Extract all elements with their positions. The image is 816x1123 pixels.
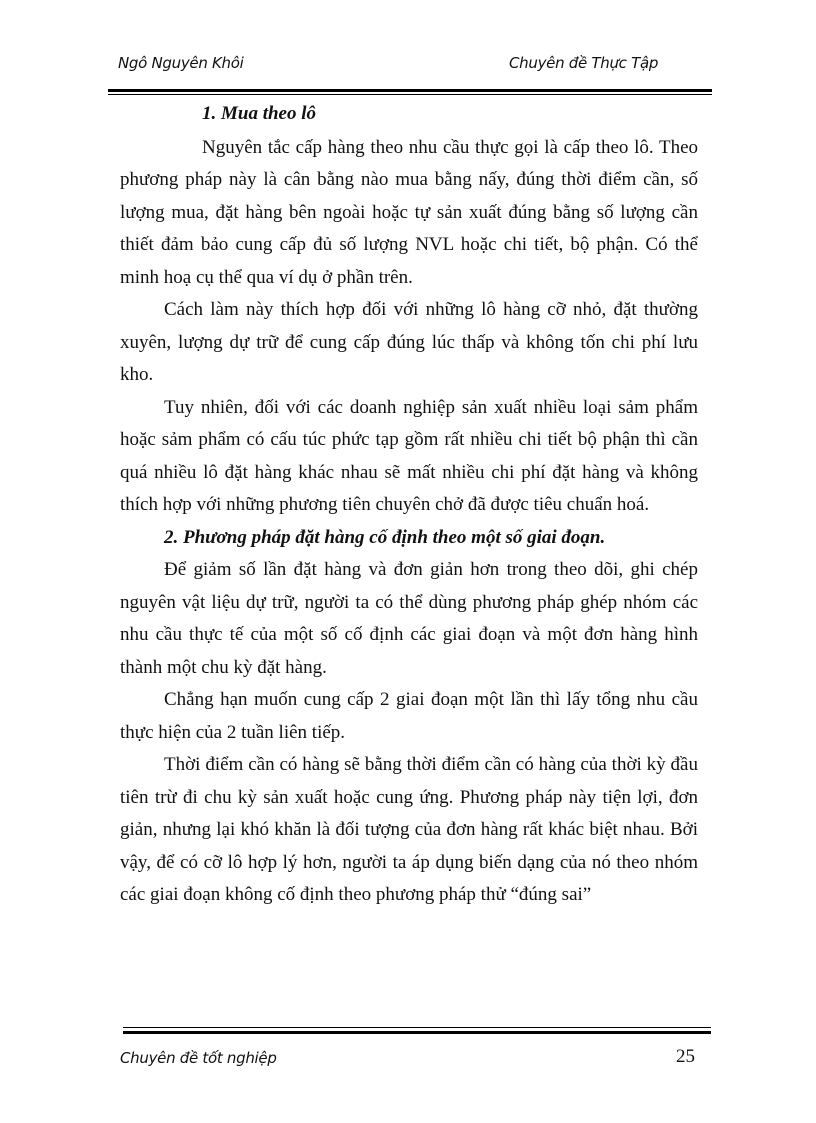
section-2-paragraph-2: Chẳng hạn muốn cung cấp 2 giai đoạn một lần thì lấy tổng nhu cầu thực hiện của 2 tuần liên tiếp. bbox=[120, 689, 698, 743]
header-author: Ngô Nguyên Khôi bbox=[118, 54, 244, 72]
section-2-paragraph-3: Thời điểm cần có hàng sẽ bằng thời điểm cần có hàng của thời kỳ đầu tiên trừ đi chu kỳ sản xuất hoặc cung ứng. Phương pháp này tiện lợi, đơn giản, nhưng lại khó khăn là đối tượng của đơn hàng rất khác biệt nhau. Bởi vậy, để có cỡ lô hợp lý hơn, người ta áp dụng biến dạng của nó theo nhóm các giai đoạn không cố định theo phương pháp thử “đúng sai” bbox=[120, 754, 698, 905]
section-2-paragraph-1: Để giảm số lần đặt hàng và đơn giản hơn trong theo dõi, ghi chép nguyên vật liệu dự trữ, người ta có thể dùng phương pháp ghép nhóm các nhu cầu thực tế của một số cố định các giai đoạn và một đơn hàng hình thành một chu kỳ đặt hàng. bbox=[120, 559, 698, 678]
footer-rule-thick bbox=[123, 1031, 711, 1034]
section-1 bbox=[120, 98, 698, 912]
page-number: 25 bbox=[676, 1046, 695, 1067]
header-title: Chuyên đề Thực Tập bbox=[509, 54, 659, 72]
section-1-paragraph-2: Cách làm này thích hợp đối với những lô hàng cỡ nhỏ, đặt thường xuyên, lượng dự trữ để cung cấp đúng lúc thấp và không tốn chi phí lưu kho. bbox=[120, 299, 698, 385]
section-1-paragraph-1: Nguyên tắc cấp hàng theo nhu cầu thực gọi là cấp theo lô. Theo phương pháp này là cân bằng nào mua bằng nấy, đúng thời điểm cần, số lượng mua, đặt hàng bên ngoài hoặc tự sản xuất đúng bằng số lượng cần thiết đảm bảo cung cấp đủ số lượng NVL hoặc chi tiết, bộ phận. Có thể minh hoạ cụ thể qua ví dụ ở phần trên. bbox=[120, 136, 698, 288]
footer-rule-thin bbox=[123, 1027, 711, 1028]
footer-label: Chuyên đề tốt nghiệp bbox=[120, 1049, 277, 1067]
section-1-paragraph-3: Tuy nhiên, đối với các doanh nghiệp sản xuất nhiều loại sảm phẩm hoặc sảm phẩm có cấu túc phức tạp gồm rất nhiều chi tiết bộ phận thì cần quá nhiều lô đặt hàng khác nhau sẽ mất nhiều chi phí đặt hàng và không thích hợp với những phương tiên chuyên chở đã được tiêu chuẩn hoá. bbox=[120, 396, 698, 515]
section-2-heading: 2. Phương pháp đặt hàng cố định theo một số giai đoạn. bbox=[164, 526, 606, 548]
section-1-heading: 1. Mua theo lô bbox=[202, 103, 317, 124]
header-rule-thick bbox=[108, 89, 712, 92]
header-rule-thin bbox=[108, 94, 712, 95]
